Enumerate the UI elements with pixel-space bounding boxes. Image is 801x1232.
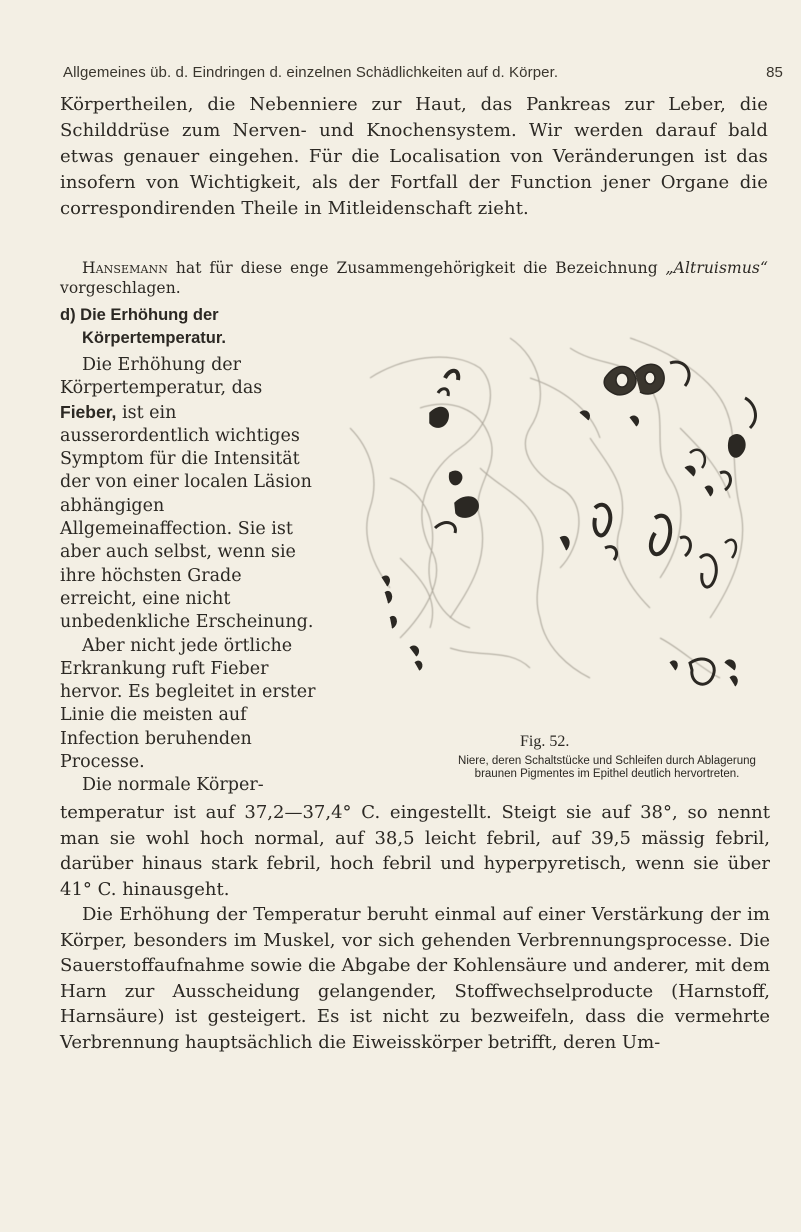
running-header bbox=[63, 64, 783, 81]
fever-term: Fieber, bbox=[60, 401, 117, 422]
paragraph-fever: Die Erhöhung der Körpertemperatur, das Fieber, ist ein ausserordentlich wichtiges Symptom für die Intensität der von einer localen Läsion abhängigen Allgemeinaffection. Sie ist aber auch selbst, wenn sie ihre höchsten Grade erreicht, eine nicht unbedenkliche Erscheinung. bbox=[60, 355, 314, 633]
author-name: Hansemann bbox=[82, 259, 169, 277]
bottom-text bbox=[60, 800, 770, 1055]
note-text: hat für diese enge Zusammengehörigkeit die Bezeichnung bbox=[175, 259, 658, 277]
paragraph-infection: Aber nicht jede örtliche Erkrankung ruft Fieber hervor. Es begleitet in erster Linie die meisten auf Infection beruhenden Processe. bbox=[60, 635, 316, 773]
paragraph-normal-start: Die normale Körper- bbox=[82, 775, 264, 796]
intro-paragraph: Körpertheilen, die Nebenniere zur Haut, das Pankreas zur Leber, die Schilddrüse zum Nerven- und Knochensystem. Wir werden darauf bald etwas genauer eingehen. Für die Localisation von Veränderungen ist das insofern von Wichtigkeit, als der Fortfall der Function jener Organe die correspondirenden Theile in Mitleidenschaft zieht. bbox=[60, 94, 768, 219]
running-title: Allgemeines üb. d. Eindringen d. einzelnen Schädlichkeiten auf d. Körper. bbox=[63, 64, 559, 81]
figure-label: Fig. 52. bbox=[520, 733, 570, 750]
paragraph-combustion: Die Erhöhung der Temperatur beruht einmal auf einer Verstärkung der im Körper, besonders im Muskel, vor sich gehenden Verbrennungsprocesse. Die Sauerstoffaufnahme sowie die Abgabe der Kohlensäure und anderer, mit dem Harn zur Ausscheidung gelangender, Stoffwechselproducte (Harnstoff, Harnsäure) ist gesteigert. Es ist nicht zu bezweifeln, dass die vermehrte Verbrennung hauptsächlich die Eiweisskörper betrifft, deren Um- bbox=[60, 904, 771, 1053]
note-paragraph bbox=[60, 258, 768, 298]
kidney-drawing bbox=[330, 318, 770, 728]
figure-caption: Niere, deren Schaltstücke und Schleifen durch Ablagerung braunen Pigmentes im Epithel deutlich hervortreten. bbox=[458, 755, 756, 780]
section-heading-line1: d) Die Erhöhung der bbox=[60, 306, 219, 324]
page-number: 85 bbox=[766, 64, 783, 81]
note-term: „Altruismus“ bbox=[665, 259, 769, 277]
left-column-text bbox=[60, 354, 322, 798]
kidney-illustration bbox=[330, 318, 770, 728]
note-text-end: vorgeschlagen. bbox=[60, 279, 181, 297]
paragraph-temperature: temperatur ist auf 37,2—37,4° C. eingestellt. Steigt sie auf 38°, so nennt man sie wohl hoch normal, auf 38,5 leicht febril, auf 39,5 mässig febril, darüber hinaus stark febril, hoch febril und hyperpyretisch, wenn sie über 41° C. hinausgeht. bbox=[60, 802, 770, 900]
section-heading-line2: Körpertemperatur. bbox=[82, 329, 226, 347]
section-heading bbox=[60, 304, 322, 350]
